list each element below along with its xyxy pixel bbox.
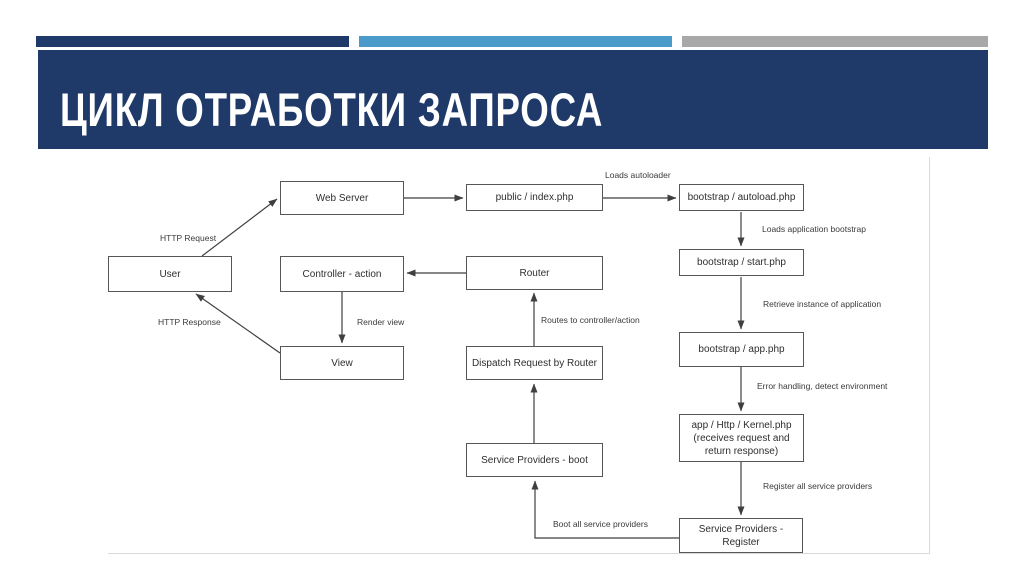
node-controller-action: [280, 256, 404, 292]
edge-label-user-to-web-server: HTTP Request: [160, 233, 217, 243]
node-bootstrap-app-php: [679, 332, 804, 367]
node-view: [280, 346, 404, 380]
node-label: app / Http / Kernel.php: [691, 419, 792, 431]
node-label: Router: [519, 267, 550, 279]
edge-label-kernel-to-register: Register all service providers: [763, 481, 873, 491]
edge-label-view-to-user: HTTP Response: [158, 317, 221, 327]
node-app-http-kernel-php: [679, 414, 804, 462]
node-web-server: [280, 181, 404, 215]
node-label: bootstrap / start.php: [697, 257, 786, 268]
node-label: Controller - action: [302, 268, 382, 280]
edge-user-to-web-server: [202, 199, 277, 256]
node-label: View: [331, 357, 353, 369]
edge-label-app-to-kernel: Error handling, detect environment: [757, 381, 888, 391]
node-bootstrap-start-php: [679, 249, 804, 276]
node-label: bootstrap / app.php: [698, 344, 785, 355]
node-label: Service Providers - boot: [481, 454, 588, 466]
node-dispatch-request-by-router: [466, 346, 603, 380]
edge-label-autoload-to-start: Loads application bootstrap: [762, 224, 866, 234]
node-public-index-php: [466, 184, 603, 211]
node-label: bootstrap / autoload.php: [687, 192, 796, 203]
node-label: User: [159, 268, 181, 280]
edge-label-dispatch-to-router: Routes to controller/action: [541, 315, 640, 325]
node-sublabel: (receives request and return response): [693, 432, 790, 457]
edge-label-start-to-app: Retrieve instance of application: [763, 299, 882, 309]
node-label: Dispatch Request by Router: [471, 357, 598, 369]
node-service-providers-register: [679, 518, 803, 553]
node-service-providers-boot: [466, 443, 603, 477]
node-label: Service Providers - Register: [698, 523, 784, 548]
edge-label-controller-to-view: Render view: [357, 317, 405, 327]
edge-label-index-to-autoload: Loads autoloader: [605, 170, 671, 180]
node-user: [108, 256, 232, 292]
node-bootstrap-autoload-php: [679, 184, 804, 211]
node-router: [466, 256, 603, 290]
node-label: Web Server: [315, 192, 369, 204]
node-label: public / index.php: [495, 192, 574, 203]
edge-label-register-to-boot: Boot all service providers: [553, 519, 648, 529]
slide-title: ЦИКЛ ОТРАБОТКИ ЗАПРОСА: [60, 83, 604, 136]
edge-register-to-boot: [535, 481, 679, 538]
